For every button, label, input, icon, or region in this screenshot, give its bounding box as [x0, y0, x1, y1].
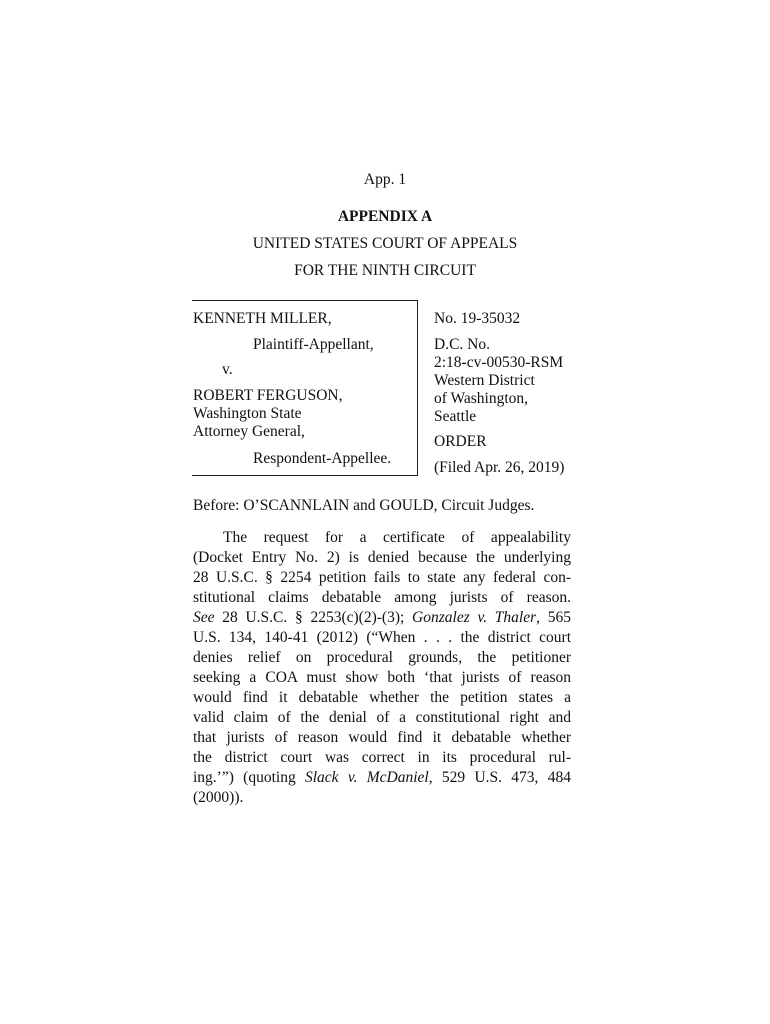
respondent-role: Respondent-Appellee. [253, 450, 392, 467]
case-number: No. 19-35032 [434, 310, 521, 327]
filed-date: (Filed Apr. 26, 2019) [434, 459, 565, 476]
court-name-line1: UNITED STATES COURT OF APPEALS [252, 235, 518, 252]
panel-judges-line: Before: O’SCANNLAIN and GOULD, Circuit Judges. [193, 497, 535, 514]
body-line [193, 608, 571, 628]
dc-line: Seattle [434, 408, 477, 425]
see-signal: See [193, 609, 215, 626]
appendix-title: APPENDIX A [337, 208, 433, 225]
versus-label: v. [222, 361, 233, 378]
respondent-name: ROBERT FERGUSON, [193, 387, 343, 404]
dc-line: D.C. No. [434, 336, 490, 353]
body-line: (Docket Entry No. 2) is denied because the underlying [193, 549, 571, 566]
body-line: valid claim of the denial of a constitutional right and [193, 709, 571, 726]
plaintiff-name: KENNETH MILLER, [193, 310, 332, 327]
body-line: seeking a COA must show both ‘that jurists of reason [193, 669, 571, 686]
dc-line: 2:18-cv-00530-RSM [434, 354, 564, 371]
cite-volume: , 565 [536, 609, 571, 626]
body-line: that jurists of reason would find it debatable whether [193, 729, 571, 746]
body-line: denies relief on procedural grounds, the petitioner [193, 649, 571, 666]
body-line: The request for a certificate of appealability [223, 529, 571, 546]
body-line [193, 768, 571, 788]
respondent-title-line1: Washington State [193, 405, 302, 422]
quote-end: ing.’”) (quoting [193, 769, 305, 786]
body-line: U.S. 134, 140-41 (2012) (“When . . . the district court [193, 629, 571, 646]
slack-cite: , 529 U.S. 473, 484 [428, 769, 571, 786]
district-court-info [434, 336, 563, 426]
respondent-title-line2: Attorney General, [193, 423, 305, 440]
order-label: ORDER [434, 433, 487, 450]
body-line: the district court was correct in its procedural rul- [193, 749, 571, 766]
plaintiff-role: Plaintiff-Appellant, [253, 336, 374, 353]
body-line: (2000)). [193, 789, 244, 806]
case-name-slack: Slack v. McDaniel [305, 769, 429, 786]
case-name-gonzalez: Gonzalez v. Thaler [412, 609, 537, 626]
dc-line: Western District [434, 372, 535, 389]
page-number: App. 1 [363, 171, 407, 188]
body-line: 28 U.S.C. § 2254 petition fails to state any federal con- [193, 569, 571, 586]
body-line: stitutional claims debatable among jurists of reason. [193, 589, 571, 606]
order-body-paragraph [193, 528, 571, 808]
statute-cite: 28 U.S.C. § 2253(c)(2)-(3); [214, 609, 413, 626]
court-name-line2: FOR THE NINTH CIRCUIT [294, 262, 476, 279]
body-line: would find it debatable whether the petition states a [193, 689, 571, 706]
dc-line: of Washington, [434, 390, 529, 407]
